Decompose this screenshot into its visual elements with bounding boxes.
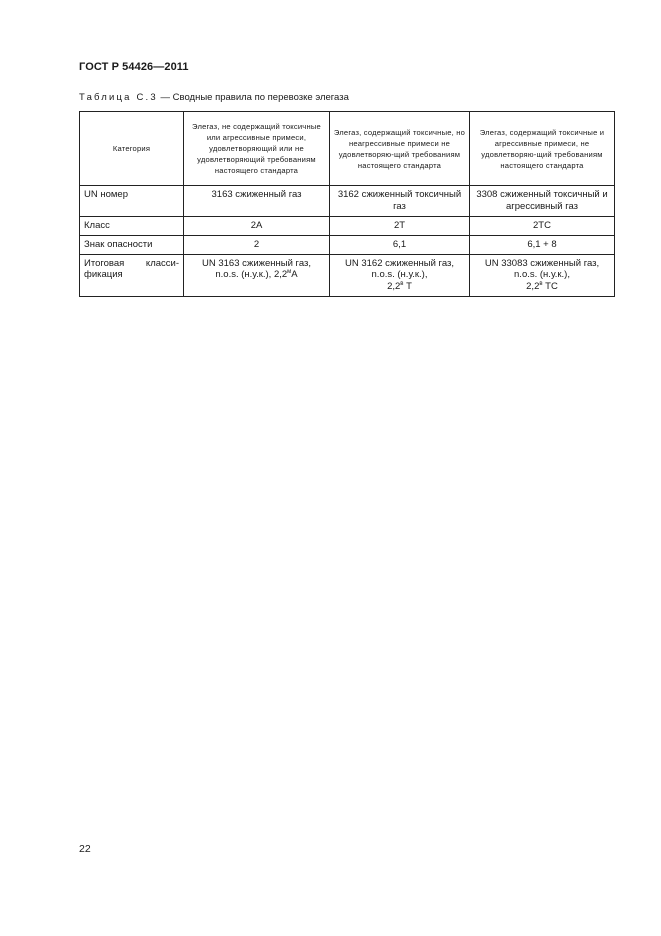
table-caption-text: — Сводные правила по перевозке элегаза — [157, 92, 349, 103]
table-row-classification — [80, 254, 615, 297]
table-caption — [79, 92, 349, 103]
table-row-un-number — [80, 186, 615, 217]
table-cell — [184, 254, 330, 297]
header-no-impurities: Элегаз, не содержащий токсичные или агрессивные примеси, удовлетворяющий или не удовлетворяющий требованиям настоящего стандарта — [184, 112, 330, 186]
classification-line: UN 3162 сжиженный газ, — [345, 257, 454, 269]
row-label: UN номер — [80, 186, 184, 217]
classification-superscript: м — [287, 269, 292, 276]
classification-superscript: в — [400, 281, 404, 288]
table-cell — [470, 254, 615, 297]
table-cell: 2 — [184, 235, 330, 254]
table-cell: 2А — [184, 216, 330, 235]
classification-line: n.o.s. (н.у.к.), $2,2^мА$ — [215, 269, 298, 281]
table-cell: 3163 сжиженный газ — [184, 186, 330, 217]
table-cell: 2Т — [330, 216, 470, 235]
classification-line: n.o.s. (н.у.к.), — [371, 269, 428, 281]
page-number: 22 — [79, 843, 91, 855]
table-cell: 3308 сжиженный токсичный и агрессивный газ — [470, 186, 615, 217]
table-cell: 2ТС — [470, 216, 615, 235]
row-label: Знак опасности — [80, 235, 184, 254]
table-cell: 6,1 + 8 — [470, 235, 615, 254]
table-cell — [330, 254, 470, 297]
classification-line: $2,2^в$ ТС — [526, 281, 558, 293]
transport-rules-table — [79, 111, 615, 297]
row-label: Класс — [80, 216, 184, 235]
classification-line: UN 3163 сжиженный газ, — [202, 257, 311, 269]
header-toxic-nonaggressive: Элегаз, содержащий токсичные, но неагрессивные примеси не удовлетворяю-щий требованиям настоящего стандарта — [330, 112, 470, 186]
document-header: ГОСТ Р 54426—2011 — [79, 61, 189, 73]
table-caption-label: Таблица С.3 — [79, 92, 158, 103]
table-cell: 3162 сжиженный токсичный газ — [330, 186, 470, 217]
classification-line: n.o.s. (н.у.к.), — [514, 269, 570, 281]
table-header-row — [80, 112, 615, 186]
header-category: Категория — [80, 112, 184, 186]
header-toxic-aggressive: Элегаз, содержащий токсичные и агрессивные примеси, не удовлетворяю-щий требованиям настоящего стандарта — [470, 112, 615, 186]
table-cell: 6,1 — [330, 235, 470, 254]
table-row-class — [80, 216, 615, 235]
row-label: Итоговая класси-фикация — [80, 254, 184, 297]
classification-line: UN 33083 сжиженный газ, — [484, 257, 600, 269]
table-row-hazard-sign — [80, 235, 615, 254]
classification-line: $2,2^в$ Т — [387, 281, 412, 293]
classification-superscript: в — [539, 281, 543, 288]
